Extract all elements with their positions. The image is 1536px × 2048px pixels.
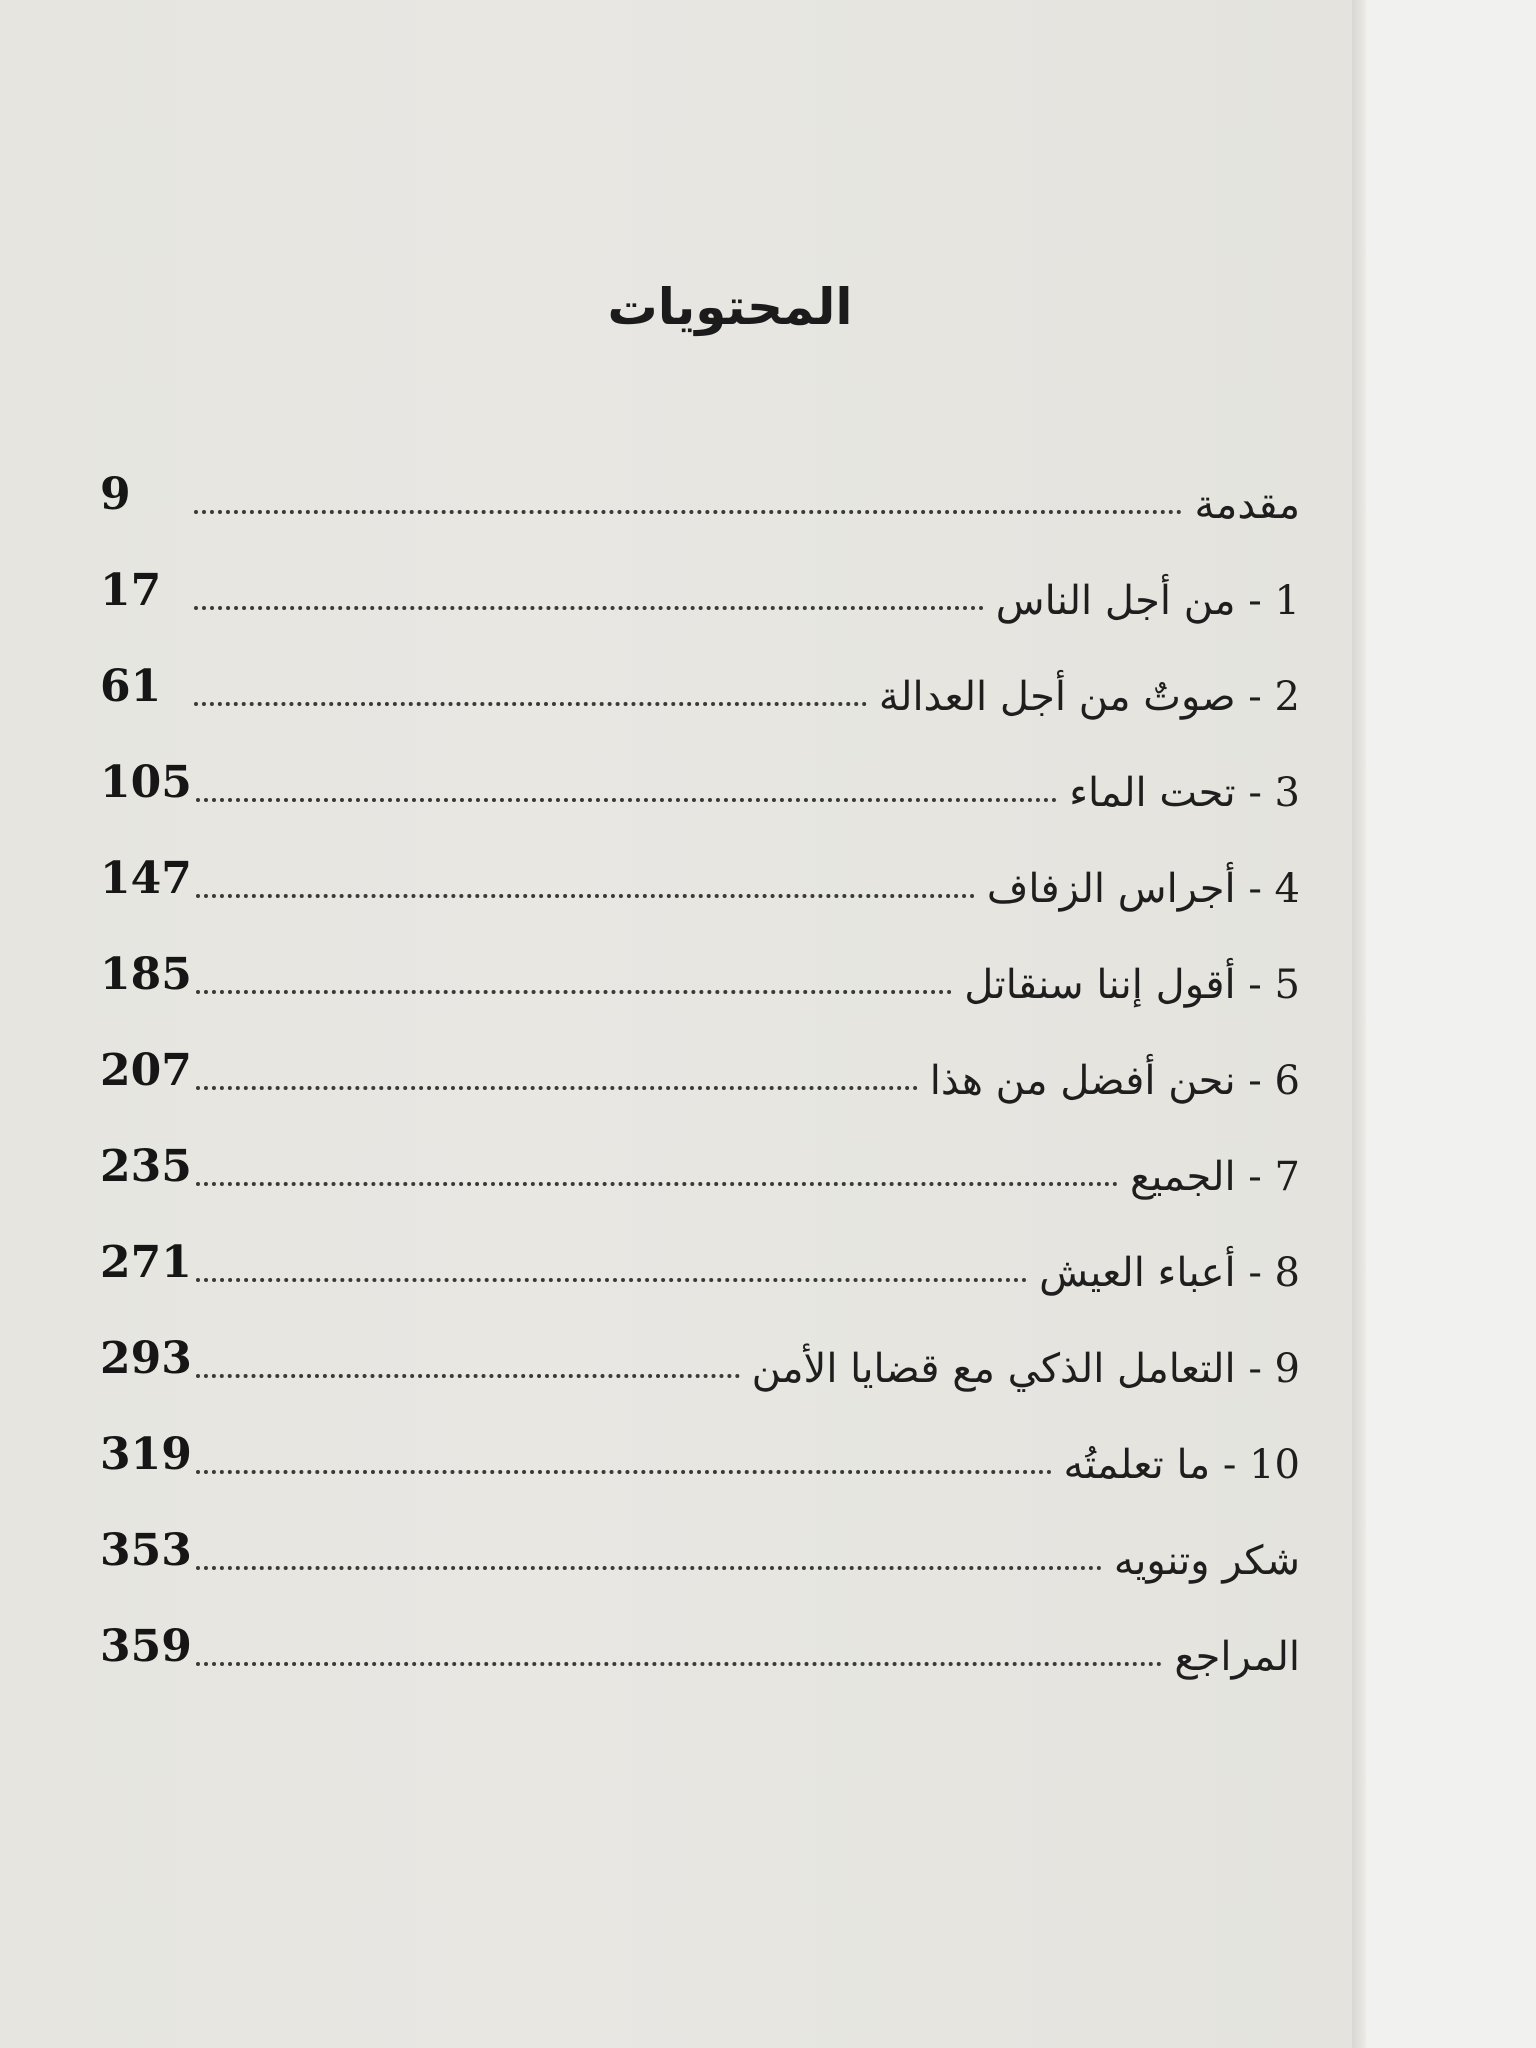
table-of-contents xyxy=(100,432,1300,1680)
toc-page-number: 61 xyxy=(100,661,162,712)
toc-entry-introduction xyxy=(100,432,1300,528)
toc-page-number: 185 xyxy=(100,949,192,1000)
dot-leader xyxy=(196,894,975,898)
toc-entry-label: مقدمة xyxy=(1194,482,1300,528)
dot-leader xyxy=(196,1566,1102,1570)
toc-entry-label: 3 - تحت الماء xyxy=(1069,770,1300,816)
toc-page-number: 105 xyxy=(100,757,192,808)
toc-entry-label: 9 - التعامل الذكي مع قضايا الأمن xyxy=(751,1346,1300,1392)
dot-leader xyxy=(194,606,984,610)
toc-page-number: 9 xyxy=(100,469,131,520)
dot-leader xyxy=(196,1662,1163,1666)
dot-leader xyxy=(196,1182,1118,1186)
toc-entry-references xyxy=(100,1584,1300,1680)
toc-entry-label: شكر وتنويه xyxy=(1113,1538,1300,1584)
dot-leader xyxy=(196,990,952,994)
toc-entry-chapter-10 xyxy=(100,1392,1300,1488)
toc-entry-label: 8 - أعباء العيش xyxy=(1039,1250,1300,1296)
toc-entry-chapter-5 xyxy=(100,912,1300,1008)
toc-entry-label: 10 - ما تعلمتُه xyxy=(1063,1442,1300,1488)
toc-page-number: 147 xyxy=(100,853,192,904)
toc-entry-chapter-8 xyxy=(100,1200,1300,1296)
toc-entry-chapter-4 xyxy=(100,816,1300,912)
toc-page-number: 353 xyxy=(100,1525,192,1576)
toc-entry-label: المراجع xyxy=(1174,1634,1300,1680)
toc-entry-label: 1 - من أجل الناس xyxy=(995,578,1300,624)
toc-page-number: 271 xyxy=(100,1237,192,1288)
dot-leader xyxy=(196,1278,1027,1282)
dot-leader xyxy=(196,798,1057,802)
page-edge xyxy=(1352,0,1366,2048)
toc-page-number: 293 xyxy=(100,1333,192,1384)
toc-entry-label: 2 - صوتٌ من أجل العدالة xyxy=(878,674,1300,720)
toc-page-number: 359 xyxy=(100,1621,192,1672)
toc-entry-chapter-6 xyxy=(100,1008,1300,1104)
dot-leader xyxy=(194,510,1182,514)
toc-page-number: 207 xyxy=(100,1045,192,1096)
toc-entry-label: 4 - أجراس الزفاف xyxy=(986,866,1300,912)
toc-entry-label: 7 - الجميع xyxy=(1129,1154,1300,1200)
toc-page-number: 319 xyxy=(100,1429,192,1480)
toc-entry-acknowledgments xyxy=(100,1488,1300,1584)
toc-entry-chapter-1 xyxy=(100,528,1300,624)
dot-leader xyxy=(196,1470,1052,1474)
dot-leader xyxy=(196,1374,740,1378)
toc-entry-chapter-2 xyxy=(100,624,1300,720)
page-title: المحتويات xyxy=(607,278,853,336)
toc-entry-chapter-7 xyxy=(100,1104,1300,1200)
toc-entry-label: 6 - نحن أفضل من هذا xyxy=(929,1058,1300,1104)
dot-leader xyxy=(196,1086,918,1090)
toc-entry-chapter-9 xyxy=(100,1296,1300,1392)
toc-entry-chapter-3 xyxy=(100,720,1300,816)
toc-entry-label: 5 - أقول إننا سنقاتل xyxy=(964,962,1300,1008)
toc-page-number: 17 xyxy=(100,565,162,616)
toc-page-number: 235 xyxy=(100,1141,192,1192)
dot-leader xyxy=(194,702,867,706)
